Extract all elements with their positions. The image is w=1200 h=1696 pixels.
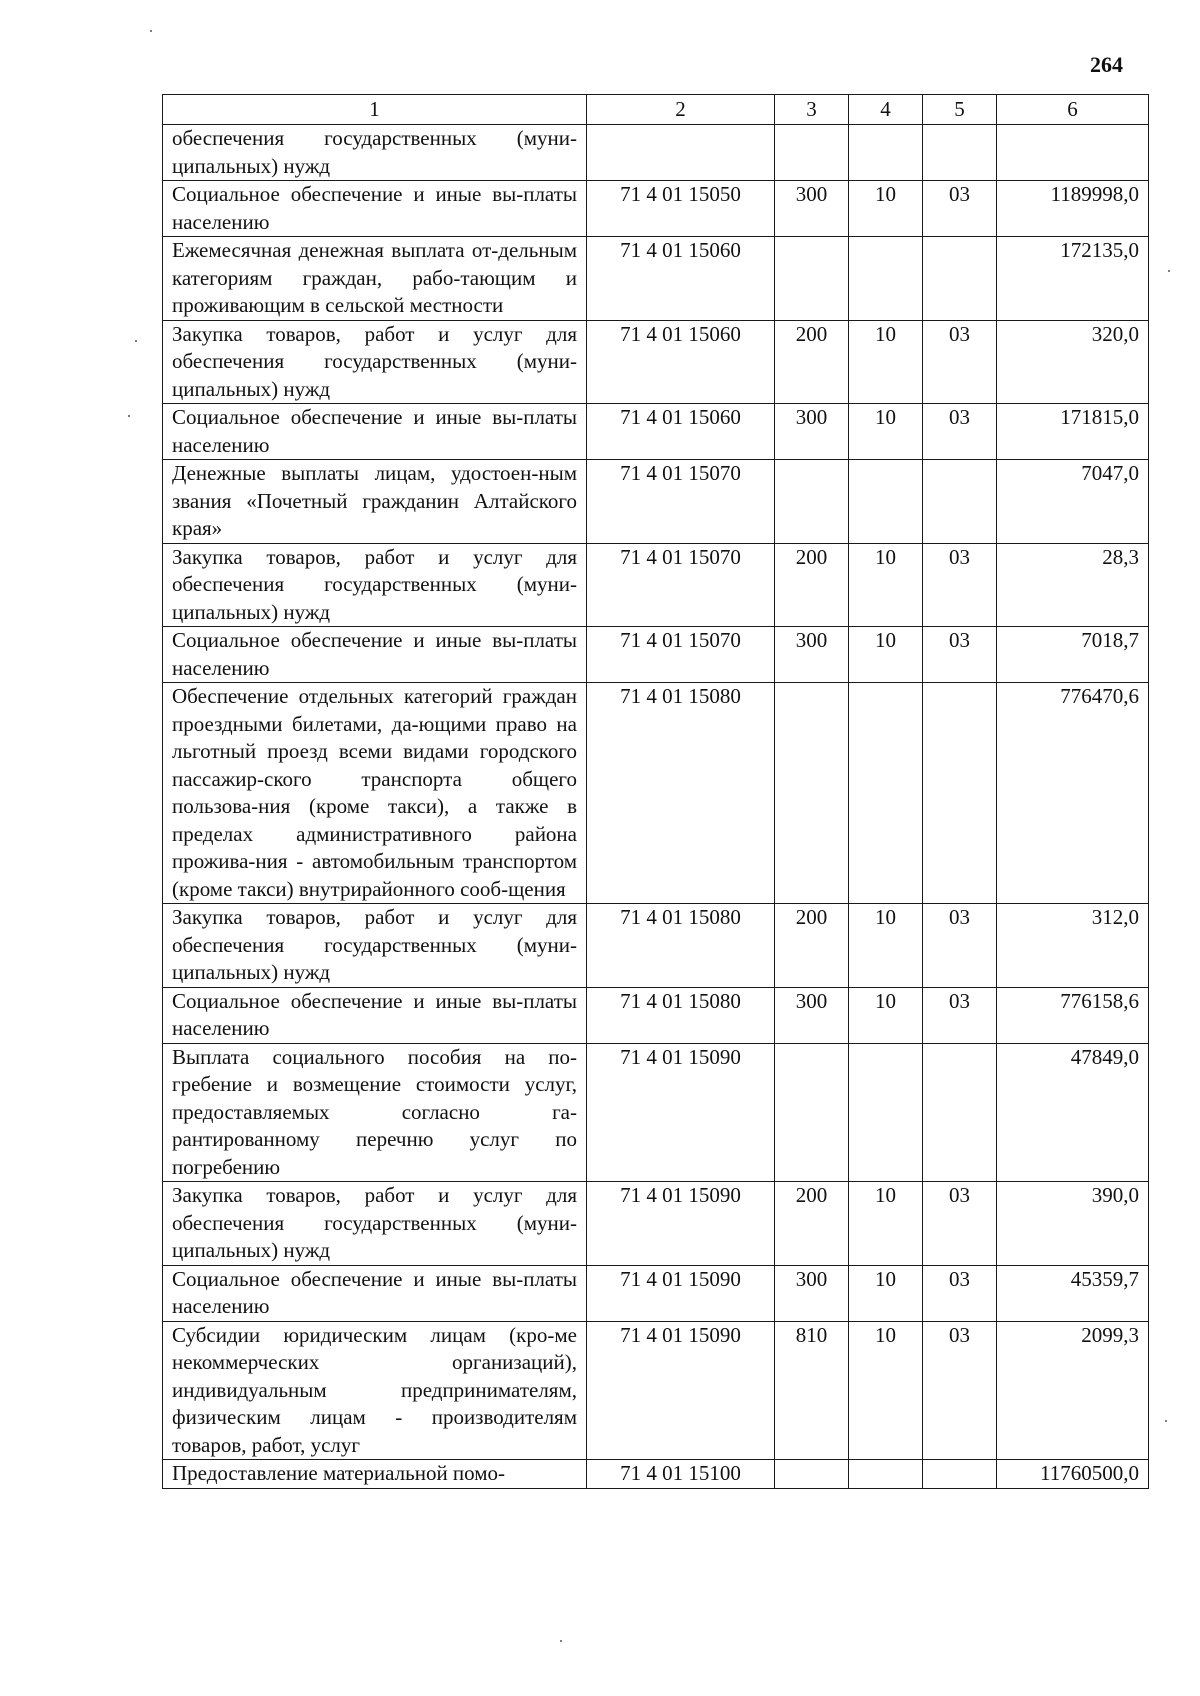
row-description: Закупка товаров, работ и услуг для обеспечения государственных (муни-ципальных) нужд	[163, 543, 587, 627]
row-description: Субсидии юридическим лицам (кро-ме некоммерческих организаций), индивидуальным предпринимателям, физическим лицам - производителям товаров, работ, услуг	[163, 1321, 587, 1460]
row-description: Закупка товаров, работ и услуг для обеспечения государственных (муни-ципальных) нужд	[163, 1182, 587, 1266]
row-target-code: 71 4 01 15070	[587, 543, 775, 627]
table-row	[163, 627, 1149, 683]
scan-speck	[1168, 270, 1170, 272]
row-description: Выплата социального пособия на по-гребение и возмещение стоимости услуг, предоставляемых согласно га-рантированному перечню услуг по погребению	[163, 1043, 587, 1182]
row-expense-type: 200	[775, 904, 849, 988]
row-expense-type	[775, 237, 849, 321]
column-header-3: 3	[775, 95, 849, 125]
row-subsection	[923, 1043, 997, 1182]
row-subsection: 03	[923, 987, 997, 1043]
table-row	[163, 1460, 1149, 1489]
row-description: Социальное обеспечение и иные вы-платы населению	[163, 987, 587, 1043]
row-expense-type	[775, 1043, 849, 1182]
table-row	[163, 237, 1149, 321]
row-target-code: 71 4 01 15100	[587, 1460, 775, 1489]
row-description: Денежные выплаты лицам, удостоен-ным звания «Почетный гражданин Алтайского края»	[163, 460, 587, 544]
scan-speck	[1165, 1420, 1167, 1422]
row-section	[849, 683, 923, 904]
column-header-4: 4	[849, 95, 923, 125]
row-expense-type	[775, 683, 849, 904]
row-expense-type: 300	[775, 404, 849, 460]
row-subsection: 03	[923, 404, 997, 460]
column-header-1: 1	[163, 95, 587, 125]
row-description: Социальное обеспечение и иные вы-платы населению	[163, 627, 587, 683]
row-section	[849, 460, 923, 544]
row-subsection	[923, 683, 997, 904]
row-subsection: 03	[923, 904, 997, 988]
table-row	[163, 987, 1149, 1043]
row-amount: 45359,7	[997, 1265, 1149, 1321]
column-header-5: 5	[923, 95, 997, 125]
row-section: 10	[849, 987, 923, 1043]
row-section	[849, 237, 923, 321]
row-expense-type: 300	[775, 1265, 849, 1321]
row-description: Социальное обеспечение и иные вы-платы населению	[163, 181, 587, 237]
row-description: Социальное обеспечение и иные вы-платы населению	[163, 404, 587, 460]
row-target-code: 71 4 01 15090	[587, 1043, 775, 1182]
row-amount: 776470,6	[997, 683, 1149, 904]
budget-table	[162, 94, 1149, 1489]
row-target-code: 71 4 01 15060	[587, 320, 775, 404]
row-target-code: 71 4 01 15050	[587, 181, 775, 237]
row-description: Ежемесячная денежная выплата от-дельным категориям граждан, рабо-тающим и проживающим в сельской местности	[163, 237, 587, 321]
row-amount: 171815,0	[997, 404, 1149, 460]
row-amount	[997, 125, 1149, 181]
row-subsection: 03	[923, 1265, 997, 1321]
scan-speck	[150, 30, 152, 32]
scan-speck	[560, 1640, 562, 1642]
row-section	[849, 125, 923, 181]
row-amount: 47849,0	[997, 1043, 1149, 1182]
row-target-code: 71 4 01 15080	[587, 904, 775, 988]
row-subsection: 03	[923, 320, 997, 404]
table-row	[163, 1265, 1149, 1321]
row-description: Социальное обеспечение и иные вы-платы населению	[163, 1265, 587, 1321]
row-amount: 2099,3	[997, 1321, 1149, 1460]
column-header-2: 2	[587, 95, 775, 125]
row-subsection	[923, 460, 997, 544]
table-row	[163, 1321, 1149, 1460]
row-target-code: 71 4 01 15090	[587, 1182, 775, 1266]
table-row	[163, 460, 1149, 544]
row-expense-type	[775, 1460, 849, 1489]
row-target-code: 71 4 01 15060	[587, 404, 775, 460]
row-amount: 7018,7	[997, 627, 1149, 683]
table-header-row	[163, 95, 1149, 125]
row-amount: 1189998,0	[997, 181, 1149, 237]
row-target-code: 71 4 01 15070	[587, 627, 775, 683]
row-subsection	[923, 1460, 997, 1489]
scan-speck	[128, 415, 130, 417]
row-target-code: 71 4 01 15080	[587, 987, 775, 1043]
row-subsection	[923, 125, 997, 181]
table-row	[163, 181, 1149, 237]
row-amount: 312,0	[997, 904, 1149, 988]
row-description: Предоставление материальной помо-	[163, 1460, 587, 1489]
row-subsection: 03	[923, 181, 997, 237]
table-row	[163, 543, 1149, 627]
row-subsection	[923, 237, 997, 321]
row-subsection: 03	[923, 543, 997, 627]
row-target-code	[587, 125, 775, 181]
row-target-code: 71 4 01 15080	[587, 683, 775, 904]
row-section: 10	[849, 181, 923, 237]
row-amount: 172135,0	[997, 237, 1149, 321]
row-section: 10	[849, 904, 923, 988]
row-section: 10	[849, 543, 923, 627]
row-expense-type: 300	[775, 987, 849, 1043]
row-section	[849, 1460, 923, 1489]
row-subsection: 03	[923, 1321, 997, 1460]
row-description: Закупка товаров, работ и услуг для обеспечения государственных (муни-ципальных) нужд	[163, 320, 587, 404]
row-expense-type: 200	[775, 1182, 849, 1266]
page-number: 264	[1090, 52, 1123, 77]
row-expense-type: 300	[775, 181, 849, 237]
row-subsection: 03	[923, 1182, 997, 1266]
row-description: Закупка товаров, работ и услуг для обеспечения государственных (муни-ципальных) нужд	[163, 904, 587, 988]
row-section: 10	[849, 320, 923, 404]
table-row	[163, 904, 1149, 988]
row-expense-type: 200	[775, 543, 849, 627]
table-body	[163, 125, 1149, 1489]
row-target-code: 71 4 01 15090	[587, 1265, 775, 1321]
row-section: 10	[849, 627, 923, 683]
row-subsection: 03	[923, 627, 997, 683]
table-row	[163, 125, 1149, 181]
row-amount: 320,0	[997, 320, 1149, 404]
row-section: 10	[849, 1321, 923, 1460]
row-amount: 776158,6	[997, 987, 1149, 1043]
row-amount: 7047,0	[997, 460, 1149, 544]
row-section: 10	[849, 1265, 923, 1321]
row-target-code: 71 4 01 15070	[587, 460, 775, 544]
table-row	[163, 320, 1149, 404]
row-expense-type: 200	[775, 320, 849, 404]
table-row	[163, 1182, 1149, 1266]
row-section: 10	[849, 1182, 923, 1266]
row-description: Обеспечение отдельных категорий граждан проездными билетами, да-ющими право на льготный проезд всеми видами городского пассажир-ского транспорта общего пользова-ния (кроме такси), а также в пределах административного района прожива-ния - автомобильным транспортом (кроме такси) внутрирайонного сооб-щения	[163, 683, 587, 904]
row-amount: 11760500,0	[997, 1460, 1149, 1489]
row-section: 10	[849, 404, 923, 460]
row-expense-type: 300	[775, 627, 849, 683]
column-header-6: 6	[997, 95, 1149, 125]
row-amount: 28,3	[997, 543, 1149, 627]
row-expense-type	[775, 125, 849, 181]
row-expense-type	[775, 460, 849, 544]
row-description: обеспечения государственных (муни-ципальных) нужд	[163, 125, 587, 181]
row-target-code: 71 4 01 15090	[587, 1321, 775, 1460]
table-row	[163, 404, 1149, 460]
table-row	[163, 683, 1149, 904]
scan-speck	[135, 340, 137, 342]
row-section	[849, 1043, 923, 1182]
row-expense-type: 810	[775, 1321, 849, 1460]
row-amount: 390,0	[997, 1182, 1149, 1266]
table-row	[163, 1043, 1149, 1182]
row-target-code: 71 4 01 15060	[587, 237, 775, 321]
